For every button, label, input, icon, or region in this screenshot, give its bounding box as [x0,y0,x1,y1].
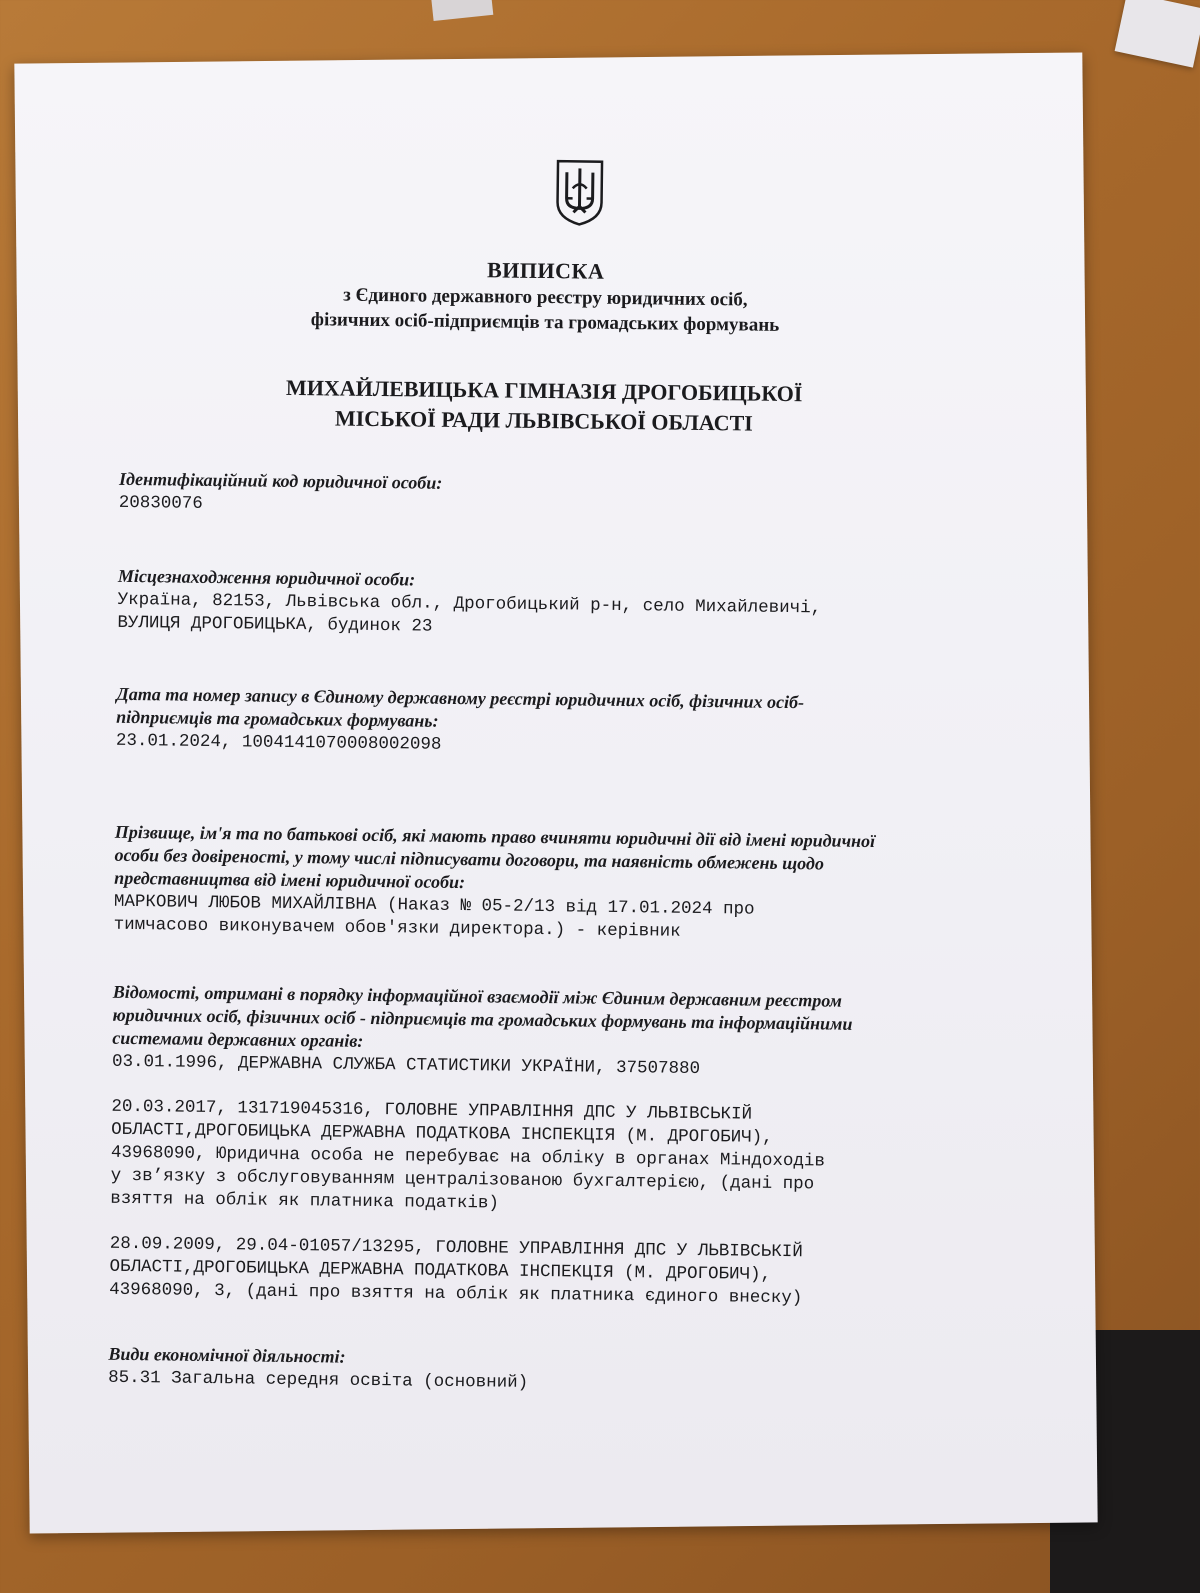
section-identification-code [119,468,1018,526]
section-economic-activity [108,1343,1007,1401]
document-subtitle-line-2: фізичних осіб-підприємців та громадських формувань [310,309,780,336]
section-label: Прізвище, ім'я та по батькові осіб, які мають право вчиняти юридичні дії від імені юридичної особи без довіреності, у тому числі підписувати договори, та наявність обмежень щодо представництва від імені юридичної особи: [114,821,876,893]
document-sheet [14,52,1097,1533]
section-location [117,565,1016,646]
section-authorized-persons [114,821,1013,948]
organization-name-line-2: МІСЬКОЇ РАДИ ЛЬВІВСЬКОЇ ОБЛАСТІ [334,405,753,436]
section-information-interaction [109,981,1011,1313]
document-header [71,252,1020,340]
organization-name [70,370,1019,442]
document-content [0,52,1082,1535]
section-value: 23.01.2024, 1004141070008002098 [115,730,442,755]
section-value: 20830076 [118,492,203,514]
section-label: Ідентифікаційний код юридичної особи: [119,468,443,493]
document-title: ВИПИСКА [486,257,605,284]
section-label: Види економічної діяльності: [108,1343,346,1367]
section-value: Україна, 82153, Львівська обл., Дрогобицький р-н, село Михайлевичі, ВУЛИЦЯ ДРОГОБИЦЬКА, будинок 23 [117,589,822,637]
section-value: 28.09.2009, 29.04-01057/13295, ГОЛОВНЕ УПРАВЛІННЯ ДПС У ЛЬВІВСЬКІЙ ОБЛАСТІ,ДРОГОБИЦЬКА ДЕРЖАВНА ПОДАТКОВА ІНСПЕКЦІЯ (М. ДРОГОБИЧ), 43968090, 3, (дані про взяття на облік як платника єдиного внеску) [109,1233,803,1309]
section-value: МАРКОВИЧ ЛЮБОВ МИХАЙЛІВНА (Наказ № 05-2/13 від 17.01.2024 про тимчасово виконувачем обов'язки директора.) - керівник [113,891,755,942]
section-registration-record [116,683,1015,764]
section-label: Дата та номер запису в Єдиному державному реєстрі юридичних осіб, фізичних осіб- підприємців та громадських формувань: [116,683,805,731]
section-label: Місцезнаходження юридичної особи: [117,565,416,590]
paper-scrap [431,0,494,21]
section-value: 03.01.1996, ДЕРЖАВНА СЛУЖБА СТАТИСТИКИ УКРАЇНИ, 37507880 [111,1051,701,1079]
document-subtitle-line-1: з Єдиного державного реєстру юридичних осіб, [343,284,748,311]
paper-scrap [1115,0,1200,68]
section-value: 20.03.2017, 131719045316, ГОЛОВНЕ УПРАВЛІННЯ ДПС У ЛЬВІВСЬКІЙ ОБЛАСТІ,ДРОГОБИЦЬКА ДЕРЖАВНА ПОДАТКОВА ІНСПЕКЦІЯ (М. ДРОГОБИЧ), 43968090, Юридична особа не перебуває на обліку в органах Міндоходів у зв’язку з обслуговуванням централізованою бухгалтерією, (дані про взяття на облік як платника податків) [110,1096,826,1214]
section-label: Відомості, отримані в порядку інформаційної взаємодії між Єдиним державним реєстром юридичних осіб, фізичних осіб - підприємців та громадських формувань та інформаційними системами державних органів: [112,981,853,1051]
trident-coat-of-arms-icon [554,158,605,227]
section-value: 85.31 Загальна середня освіта (основний) [108,1367,529,1393]
organization-name-line-1: МИХАЙЛЕВИЦЬКА ГІМНАЗІЯ ДРОГОБИЦЬКОЇ [285,374,803,407]
